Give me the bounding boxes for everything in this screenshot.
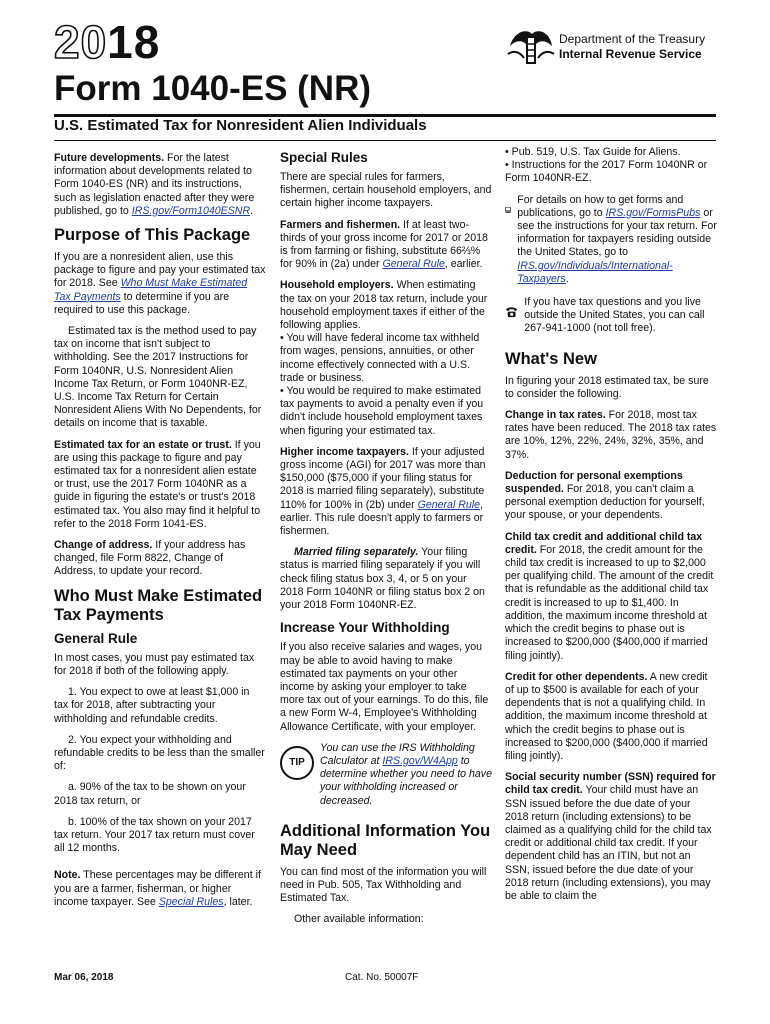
child-credit-text: For 2018, the credit amount for the child tax credit is increased to up to $2,000 per qualifying child. The amount of the credit that is refundable as the additional child tax credit is increased to up to $1,400. In addition, the maximum income threshold at which the credit begins to phase out is increased to $200,000 ($400,000 if married filing jointly).: [505, 543, 714, 662]
household-bullet-1: • You will have federal income tax withheld from wages, pensions, annuities, or other income effectively connected with a U.S. trade or business.: [280, 332, 492, 385]
rule-item-2: 2. You expect your withholding and refundable credits to be less than the smaller of:: [54, 733, 265, 773]
tip-text-end: to determine whether you need to have your withholding increased or decreased.: [320, 754, 492, 807]
estate-trust-head: Estimated tax for an estate or trust.: [54, 438, 232, 451]
purpose-text: If you are a nonresident alien, use this package to figure and pay your estimated tax for 2018. See: [54, 251, 266, 290]
instructions-bullet: • Instructions for the 2017 Form 1040NR or Form 1040NR-EZ.: [505, 159, 717, 185]
additional-info-heading: Additional Information You May Need: [280, 821, 491, 859]
higher-income-text: If your adjusted gross income (AGI) for 2017 was more than $150,000 ($75,000 if your filing status for 2018 is married filing separately), substitute 110% for 100% in (2b) under: [280, 445, 486, 511]
other-info-para: Other available information:: [294, 913, 424, 926]
ssn-para: [505, 771, 717, 903]
tip-text: [320, 742, 492, 808]
household-text: When estimating the tax on your 2018 tax return, include your household employment taxes if either of the following applies.: [280, 279, 488, 332]
note-para: [54, 869, 266, 909]
household-para: [280, 279, 492, 332]
deduction-text: For 2018, you can't claim a personal exemption deduction for yourself, your spouse, or your dependents.: [505, 483, 705, 522]
irs-eagle-logo-icon: [506, 24, 556, 68]
withholding-para: If you also receive salaries and wages, you may be able to avoid having to make estimated tax payments on your other income by asking your employer to take more tax out of your earnings. To do this, file a new Form W-4, Employee's Withholding Allowance Certificate, with your employer.: [280, 641, 489, 733]
agency-block: [559, 32, 705, 62]
additional-info-para: You can find most of the information you will need in Pub. 505, Tax Withholding and Estimated Tax.: [280, 865, 487, 905]
formspubs-link[interactable]: IRS.gov/FormsPubs: [605, 206, 701, 219]
who-must-make-link[interactable]: Who Must Make Estimated Tax Payments: [54, 277, 248, 303]
whats-new-para: In figuring your 2018 estimated tax, be sure to consider the following.: [505, 374, 709, 400]
year-outline: 20: [54, 16, 108, 68]
tax-year: [54, 16, 160, 68]
general-rule-link-2[interactable]: General Rule: [417, 498, 481, 511]
household-head: Household employers.: [280, 279, 394, 292]
form1040esnr-link[interactable]: IRS.gov/Form1040ESNR: [131, 204, 251, 217]
form-title: Form 1040-ES (NR): [54, 69, 372, 108]
w4app-link[interactable]: IRS.gov/W4App: [382, 754, 458, 767]
note-text-end: , later.: [223, 895, 253, 908]
tax-rates-para: [505, 409, 717, 462]
ssn-text: Your child must have an SSN issued before the due date of your 2018 return (including extensions) to be claimed as a qualifying child for the child tax credit or additional child tax credit. If your dependent child has an ITIN, but not an SSN, issued before the due date of your 2018 return (including extensions), you may be able to claim the: [505, 784, 712, 902]
farmers-text: If at least two-thirds of your gross income for 2017 or 2018 is from farming or fishing, substitute 66⅔% for 90% in (2a) under: [280, 218, 488, 271]
increase-withholding-heading: Increase Your Withholding: [280, 620, 450, 636]
ssn-head: Social security number (SSN) required for child tax credit.: [505, 771, 716, 797]
farmers-head: Farmers and fishermen.: [280, 218, 401, 231]
future-text-end: .: [250, 204, 254, 217]
rule-item-1: 1. You expect to owe at least $1,000 in tax for 2018, after subtracting your withholding and refundable credits.: [54, 686, 250, 725]
subtitle-rule: [54, 140, 716, 141]
higher-income-head: Higher income taxpayers.: [280, 445, 409, 458]
rule-item-b: b. 100% of the tax shown on your 2017 tax return. Your 2017 tax return must cover all 12 months.: [54, 815, 255, 855]
tip-icon: TIP: [280, 746, 314, 780]
married-filing-para: [280, 546, 492, 612]
tip-callout: [280, 742, 492, 808]
other-dependents-para: [505, 671, 717, 763]
forms-text-end: .: [565, 272, 569, 285]
future-developments-head: Future developments.: [54, 152, 165, 164]
change-address-head: Change of address.: [54, 539, 153, 552]
whats-new-heading: What's New: [505, 349, 597, 368]
dept-name: Department of the Treasury: [559, 32, 706, 46]
purpose-heading: Purpose of This Package: [54, 226, 251, 245]
future-developments-para: [54, 152, 266, 218]
special-rules-link[interactable]: Special Rules: [158, 895, 224, 908]
forms-pubs-block: [505, 194, 717, 286]
deduction-head: Deduction for personal exemptions suspended.: [505, 469, 683, 496]
phone-block: [505, 296, 717, 336]
forms-pubs-para: [517, 194, 717, 286]
phone-para: If you have tax questions and you live outside the United States, you can call 267-941-1000 (not toll free).: [524, 296, 705, 335]
note-head: Note.: [54, 869, 81, 882]
revision-date: Mar 06, 2018: [54, 972, 114, 983]
irs-name: Internal Revenue Service: [559, 47, 702, 61]
farmers-text-end: , earlier.: [444, 258, 483, 271]
catalog-number: Cat. No. 50007F: [345, 972, 419, 983]
general-rule-link[interactable]: General Rule: [382, 258, 445, 271]
column-right: [505, 146, 717, 911]
tax-rates-text: For 2018, most tax rates have been reduced. The 2018 tax rates are 10%, 12%, 22%, 24%, 32%, 35%, and 37%.: [505, 409, 717, 461]
forms-text-mid: or see the instructions for your tax return. For information for taxpayers residing outside the United States, go to: [517, 206, 717, 259]
pub519-bullet: • Pub. 519, U.S. Tax Guide for Aliens.: [505, 146, 717, 159]
other-dependents-head: Credit for other dependents.: [505, 670, 648, 683]
forms-text: For details on how to get forms and publications, go to: [517, 193, 684, 219]
married-filing-head: Married filing separately.: [294, 546, 419, 559]
international-taxpayers-link[interactable]: IRS.gov/Individuals/International-Taxpayers: [517, 259, 673, 285]
telephone-icon: [505, 296, 518, 328]
note-text: These percentages may be different if you are a farmer, fisherman, or higher income taxpayer. See: [54, 869, 261, 908]
who-must-heading: Who Must Make Estimated Tax Payments: [54, 586, 263, 624]
married-filing-text: Your filing status is married filing separately if you will check filing status box 3, 4, or 5 on your 2018 Form 1040NR or filing status box 2 on your 2018 Form 1040NR-EZ.: [280, 546, 485, 612]
child-credit-para: [505, 531, 717, 663]
tax-rates-head: Change in tax rates.: [505, 409, 606, 422]
future-text: For the latest information about developments related to Form 1040-ES (NR) and its instructions, such as legislation enacted after they were published, go to: [54, 152, 255, 217]
change-address-para: [54, 539, 266, 579]
estate-trust-para: [54, 439, 266, 531]
tip-text-start: You can use the IRS Withholding Calculator at: [320, 741, 475, 767]
farmers-para: [280, 219, 492, 272]
estimated-tax-para: Estimated tax is the method used to pay tax on income that isn't subject to withholding. See the 2017 Instructions for Form 1040NR, U.S. Nonresident Alien Income Tax Return, or Form 1040NR-EZ, U.S. Income Tax Return for Certain Nonresident Aliens With No Dependents, for details on income that is taxable.: [54, 325, 262, 430]
child-credit-head: Child tax credit and additional child tax credit.: [505, 530, 703, 556]
column-middle: [280, 146, 492, 935]
computer-icon: [505, 194, 511, 226]
special-rules-para: There are special rules for farmers, fishermen, certain household employers, and certain higher income taxpayers.: [280, 171, 492, 210]
change-address-text: If your address has changed, file Form 8822, Change of Address, to update your record.: [54, 539, 246, 578]
form-subtitle: U.S. Estimated Tax for Nonresident Alien Individuals: [54, 117, 427, 134]
other-dependents-text: A new credit of up to $500 is available for each of your dependents that is not a qualifying child. In addition, the maximum income threshold at which the credit begins to phase out is increased to $200,000 ($400,000 if married filing jointly).: [505, 670, 708, 762]
special-rules-heading: Special Rules: [280, 150, 368, 165]
higher-income-para: [280, 446, 492, 538]
purpose-para: [54, 251, 266, 317]
household-bullet-2: • You would be required to make estimated tax payments to avoid a penalty even if you didn't include household employment taxes when figuring your estimated tax.: [280, 385, 492, 438]
general-rule-heading: General Rule: [54, 630, 138, 646]
deduction-para: [505, 470, 717, 523]
rule-item-a: a. 90% of the tax to be shown on your 2018 tax return, or: [54, 781, 246, 807]
estate-trust-text: If you are using this package to figure and pay estimated tax for a nonresident alien estate or trust, use the 2017 Form 1040NR as a guide in figuring the estate's or trust's 2018 estimated tax. You also may find it helpful to refer to the 2018 Form 1041-ES.: [54, 438, 261, 530]
year-solid: 18: [107, 16, 161, 68]
higher-income-text-end: , earlier. This rule doesn't apply to farmers or fishermen.: [280, 498, 484, 538]
column-left: [54, 152, 266, 917]
purpose-text-end: to determine if you are required to use this package.: [54, 290, 230, 316]
general-rule-para: In most cases, you must pay estimated tax for 2018 if both of the following apply.: [54, 651, 255, 677]
